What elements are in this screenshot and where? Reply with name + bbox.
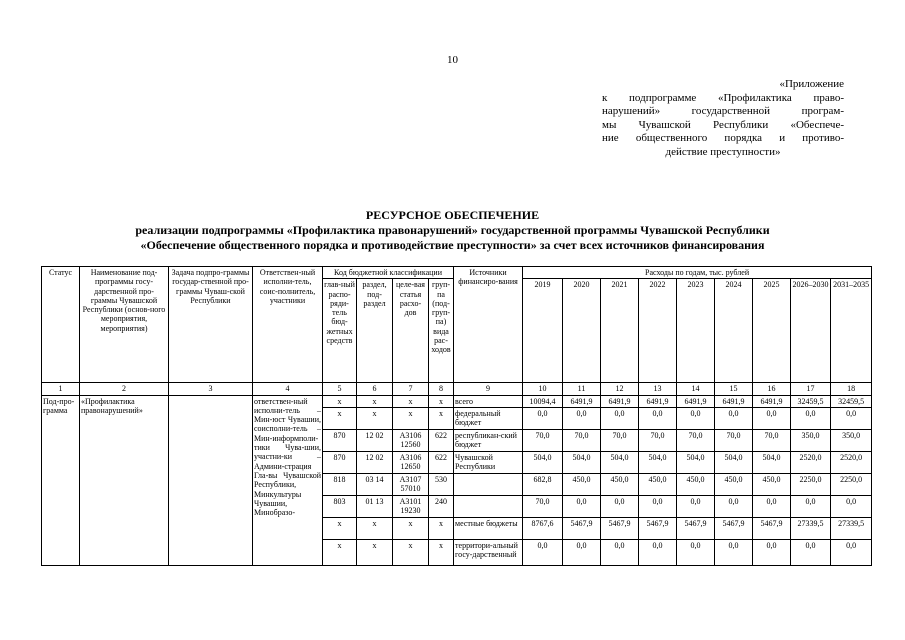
value-cell: 5467,9 xyxy=(677,517,715,539)
value-cell: 0,0 xyxy=(715,407,753,429)
column-number: 5 xyxy=(323,383,357,395)
value-cell: 0,0 xyxy=(601,495,639,517)
header-section: раздел, под-раздел xyxy=(357,279,393,383)
value-cell: 450,0 xyxy=(715,473,753,495)
value-cell: 504,0 xyxy=(677,451,715,473)
column-number: 2 xyxy=(80,383,169,395)
group-cell: 240 xyxy=(429,495,454,517)
appendix-line: нарушений» государственной програм- xyxy=(602,105,844,118)
value-cell: 6491,9 xyxy=(677,395,715,407)
value-cell: 0,0 xyxy=(563,495,601,517)
grbs-cell: 870 xyxy=(323,429,357,451)
value-cell: 70,0 xyxy=(601,429,639,451)
group-cell: x xyxy=(429,407,454,429)
section-cell: 12 02 xyxy=(357,451,393,473)
heading-line-3: «Обеспечение общественного порядка и противодействие преступности» за счет всех источников финансирования xyxy=(140,238,765,252)
value-cell: 350,0 xyxy=(831,429,872,451)
header-task: Задача подпро-граммы государ-ственной про-граммы Чуваш-ской Республики xyxy=(169,267,253,383)
source-cell xyxy=(454,473,523,495)
value-cell: 5467,9 xyxy=(753,517,791,539)
group-cell: 622 xyxy=(429,429,454,451)
header-sources: Источники финансиро-вания xyxy=(454,267,523,383)
target-cell: x xyxy=(393,517,429,539)
column-number: 9 xyxy=(454,383,523,395)
value-cell: 350,0 xyxy=(791,429,831,451)
section-cell: 03 14 xyxy=(357,473,393,495)
group-cell: x xyxy=(429,395,454,407)
header-group: груп-па (под-груп-па) вида рас-ходов xyxy=(429,279,454,383)
header-year: 2023 xyxy=(677,279,715,383)
column-number: 13 xyxy=(639,383,677,395)
column-number: 7 xyxy=(393,383,429,395)
value-cell: 504,0 xyxy=(523,451,563,473)
header-expenses: Расходы по годам, тыс. рублей xyxy=(523,267,872,279)
value-cell: 0,0 xyxy=(601,539,639,565)
value-cell: 27339,5 xyxy=(791,517,831,539)
value-cell: 0,0 xyxy=(523,539,563,565)
header-responsible: Ответствен-ный исполни-тель, соис-полнитель, участники xyxy=(253,267,323,383)
column-number: 4 xyxy=(253,383,323,395)
value-cell: 5467,9 xyxy=(563,517,601,539)
source-cell: республикан-ский бюджет xyxy=(454,429,523,451)
grbs-cell: x xyxy=(323,517,357,539)
source-cell: Чувашской Республики xyxy=(454,451,523,473)
value-cell: 450,0 xyxy=(753,473,791,495)
section-cell: 01 13 xyxy=(357,495,393,517)
value-cell: 0,0 xyxy=(715,495,753,517)
target-cell: А3106 12650 xyxy=(393,451,429,473)
value-cell: 0,0 xyxy=(563,539,601,565)
value-cell: 0,0 xyxy=(831,539,872,565)
header-budget-code: Код бюджетной классификации xyxy=(323,267,454,279)
section-cell: 12 02 xyxy=(357,429,393,451)
header-year: 2021 xyxy=(601,279,639,383)
group-cell: 622 xyxy=(429,451,454,473)
section-cell: x xyxy=(357,407,393,429)
value-cell: 0,0 xyxy=(831,495,872,517)
value-cell: 5467,9 xyxy=(639,517,677,539)
header-year: 2031–2035 xyxy=(831,279,872,383)
value-cell: 0,0 xyxy=(753,539,791,565)
appendix-line: действие преступности» xyxy=(665,145,781,158)
value-cell: 450,0 xyxy=(639,473,677,495)
header-year: 2020 xyxy=(563,279,601,383)
value-cell: 0,0 xyxy=(753,407,791,429)
value-cell: 450,0 xyxy=(563,473,601,495)
target-cell: x xyxy=(393,407,429,429)
header-year: 2024 xyxy=(715,279,753,383)
column-number: 14 xyxy=(677,383,715,395)
value-cell: 0,0 xyxy=(563,407,601,429)
value-cell: 10094,4 xyxy=(523,395,563,407)
resource-table xyxy=(41,266,872,566)
grbs-cell: x xyxy=(323,407,357,429)
value-cell: 70,0 xyxy=(523,495,563,517)
value-cell: 0,0 xyxy=(791,495,831,517)
column-number-row xyxy=(42,383,872,395)
task-cell xyxy=(169,395,253,565)
source-cell: всего xyxy=(454,395,523,407)
value-cell: 70,0 xyxy=(677,429,715,451)
source-cell: территори-альный госу-дарственный xyxy=(454,539,523,565)
value-cell: 6491,9 xyxy=(639,395,677,407)
value-cell: 0,0 xyxy=(753,495,791,517)
value-cell: 450,0 xyxy=(677,473,715,495)
column-number: 11 xyxy=(563,383,601,395)
group-cell: x xyxy=(429,517,454,539)
grbs-cell: 870 xyxy=(323,451,357,473)
column-number: 18 xyxy=(831,383,872,395)
value-cell: 2250,0 xyxy=(791,473,831,495)
value-cell: 0,0 xyxy=(639,495,677,517)
value-cell: 0,0 xyxy=(639,539,677,565)
appendix-line: мы Чувашской Республики «Обеспече- xyxy=(602,118,844,131)
value-cell: 32459,5 xyxy=(831,395,872,407)
value-cell: 32459,5 xyxy=(791,395,831,407)
value-cell: 0,0 xyxy=(677,407,715,429)
value-cell: 504,0 xyxy=(639,451,677,473)
responsible-cell: ответствен-ный исполни-тель – Мин-юст Чувашии, соисполни-тель – Мин-информполи-тики Чува-шии, участни-ки – Админи-страция Гла-вы Чувашской Республики, Минкультуры Чувашии, Минобразо- xyxy=(253,395,323,565)
value-cell: 2520,0 xyxy=(791,451,831,473)
section-cell: x xyxy=(357,517,393,539)
value-cell: 2250,0 xyxy=(831,473,872,495)
name-cell: «Профилактика правонарушений» xyxy=(80,395,169,565)
column-number: 16 xyxy=(753,383,791,395)
source-cell xyxy=(454,495,523,517)
column-number: 8 xyxy=(429,383,454,395)
source-cell: федеральный бюджет xyxy=(454,407,523,429)
header-year: 2026–2030 xyxy=(791,279,831,383)
status-cell: Под-про-грамма xyxy=(42,395,80,565)
appendix-line: «Приложение xyxy=(779,78,844,90)
value-cell: 5467,9 xyxy=(715,517,753,539)
value-cell: 504,0 xyxy=(563,451,601,473)
value-cell: 5467,9 xyxy=(601,517,639,539)
header-row-1 xyxy=(42,267,872,279)
column-number: 3 xyxy=(169,383,253,395)
section-cell: x xyxy=(357,539,393,565)
value-cell: 0,0 xyxy=(791,539,831,565)
grbs-cell: 818 xyxy=(323,473,357,495)
appendix-line: ние общественного порядка и противо- xyxy=(602,132,844,145)
value-cell: 6491,9 xyxy=(753,395,791,407)
value-cell: 70,0 xyxy=(753,429,791,451)
value-cell: 504,0 xyxy=(601,451,639,473)
header-year: 2019 xyxy=(523,279,563,383)
value-cell: 0,0 xyxy=(523,407,563,429)
value-cell: 70,0 xyxy=(523,429,563,451)
value-cell: 27339,5 xyxy=(831,517,872,539)
value-cell: 0,0 xyxy=(791,407,831,429)
value-cell: 504,0 xyxy=(715,451,753,473)
value-cell: 2520,0 xyxy=(831,451,872,473)
target-cell: x xyxy=(393,539,429,565)
column-number: 1 xyxy=(42,383,80,395)
group-cell: x xyxy=(429,539,454,565)
appendix-note xyxy=(602,78,844,160)
value-cell: 0,0 xyxy=(677,539,715,565)
heading-line-2: реализации подпрограммы «Профилактика правонарушений» государственной программы Чувашской Республики xyxy=(135,223,770,237)
value-cell: 0,0 xyxy=(677,495,715,517)
column-number: 17 xyxy=(791,383,831,395)
header-year: 2022 xyxy=(639,279,677,383)
header-status: Статус xyxy=(42,267,80,383)
column-number: 10 xyxy=(523,383,563,395)
source-cell: местные бюджеты xyxy=(454,517,523,539)
value-cell: 6491,9 xyxy=(601,395,639,407)
target-cell: А3106 12560 xyxy=(393,429,429,451)
table-body xyxy=(42,383,872,566)
header-name: Наименование под-программы госу-дарственной про-граммы Чувашской Республики (основ-ного мероприятия, мероприятия) xyxy=(80,267,169,383)
value-cell: 8767,6 xyxy=(523,517,563,539)
target-cell: x xyxy=(393,395,429,407)
column-number: 15 xyxy=(715,383,753,395)
grbs-cell: 803 xyxy=(323,495,357,517)
header-grbs: глав-ный распо-ряди-тель бюд-жетных средств xyxy=(323,279,357,383)
value-cell: 70,0 xyxy=(563,429,601,451)
value-cell: 6491,9 xyxy=(715,395,753,407)
document-heading xyxy=(0,208,905,253)
header-year: 2025 xyxy=(753,279,791,383)
target-cell: А3107 57010 xyxy=(393,473,429,495)
header-target: целе-вая статья расхо-дов xyxy=(393,279,429,383)
column-number: 12 xyxy=(601,383,639,395)
value-cell: 6491,9 xyxy=(563,395,601,407)
value-cell: 0,0 xyxy=(715,539,753,565)
grbs-cell: x xyxy=(323,395,357,407)
value-cell: 504,0 xyxy=(753,451,791,473)
value-cell: 450,0 xyxy=(601,473,639,495)
page-number: 10 xyxy=(447,54,458,66)
appendix-line: к подпрограмме «Профилактика право- xyxy=(602,91,844,104)
value-cell: 0,0 xyxy=(639,407,677,429)
value-cell: 70,0 xyxy=(715,429,753,451)
table-row xyxy=(42,395,872,407)
target-cell: А3101 19230 xyxy=(393,495,429,517)
value-cell: 682,8 xyxy=(523,473,563,495)
value-cell: 70,0 xyxy=(639,429,677,451)
value-cell: 0,0 xyxy=(831,407,872,429)
heading-title: РЕСУРСНОЕ ОБЕСПЕЧЕНИЕ xyxy=(365,208,540,222)
grbs-cell: x xyxy=(323,539,357,565)
section-cell: x xyxy=(357,395,393,407)
group-cell: 530 xyxy=(429,473,454,495)
column-number: 6 xyxy=(357,383,393,395)
value-cell: 0,0 xyxy=(601,407,639,429)
